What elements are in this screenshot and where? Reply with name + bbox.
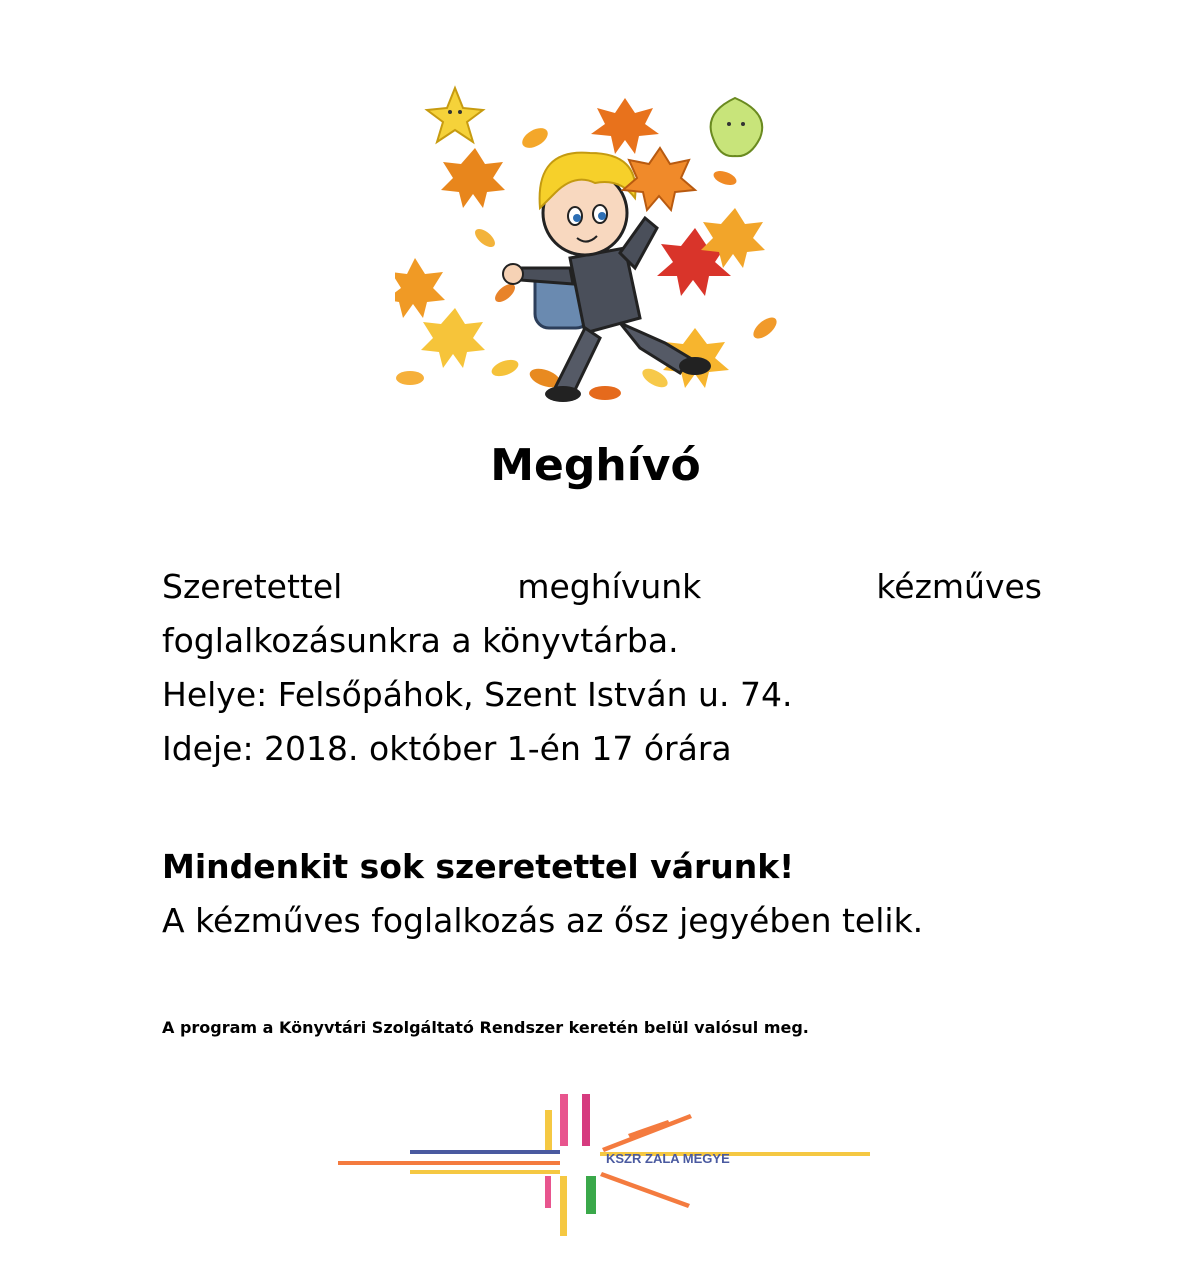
kszr-logo <box>338 1088 878 1238</box>
word-2: meghívunk <box>517 567 702 606</box>
date-line: Ideje: 2018. október 1-én 17 órára <box>162 729 732 768</box>
invitation-line-1 <box>162 560 1042 614</box>
word-3: kézműves <box>876 567 1042 606</box>
invitation-line-2: foglalkozásunkra a könyvtárba. <box>162 621 679 660</box>
autumn-boy-illustration <box>395 78 790 408</box>
welcome-line: Mindenkit sok szeretettel várunk! <box>162 847 795 886</box>
location-line: Helye: Felsőpáhok, Szent István u. 74. <box>162 675 793 714</box>
theme-line: A kézműves foglalkozás az ősz jegyében telik. <box>162 901 924 940</box>
invitation-title: Meghívó <box>490 440 701 491</box>
kszr-logo-mark-icon <box>338 1094 870 1236</box>
footnote: A program a Könyvtári Szolgáltató Rendszer keretén belül valósul meg. <box>162 1018 809 1037</box>
word-1: Szeretettel <box>162 567 343 606</box>
invitation-body <box>162 560 1042 776</box>
logo-text: KSZR ZALA MEGYE <box>606 1151 730 1166</box>
